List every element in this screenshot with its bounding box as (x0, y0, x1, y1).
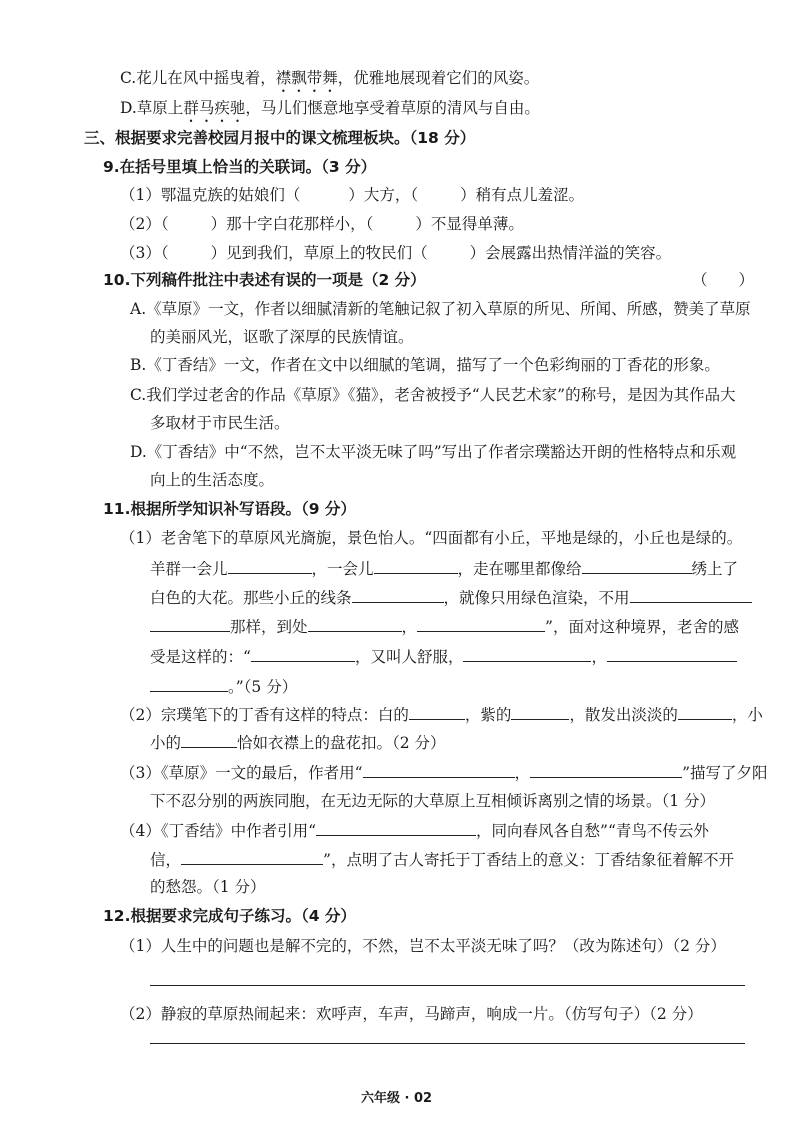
question-10-title: 10.下列稿件批注中表述有误的一项是（2 分） (103, 271, 426, 289)
blank[interactable] (409, 704, 465, 720)
blank[interactable] (511, 704, 569, 720)
blank[interactable] (181, 849, 323, 865)
blank[interactable] (316, 820, 476, 836)
blank[interactable] (150, 676, 228, 692)
blank[interactable] (607, 646, 737, 662)
question-12-item-1: （1）人生中的问题也是解不完的，不然，岂不太平淡无味了吗？（改为陈述句）（2 分） (120, 937, 726, 955)
q11-p2-line-1: （2）宗璞笔下的丁香有这样的特点：白的 ，紫的 ，散发出淡淡的 ，小 (120, 706, 763, 724)
question-12-title: 12.根据要求完成句子练习。（4 分） (103, 907, 356, 925)
answer-bracket[interactable]: （ ） (692, 271, 755, 289)
blank[interactable] (352, 587, 444, 603)
blank[interactable] (181, 732, 237, 748)
option-d-line-1: D.《丁香结》中“不然，岂不太平淡无味了吗”写出了作者宗璞豁达开朗的性格特点和乐观 (130, 443, 737, 461)
blank[interactable] (374, 558, 458, 574)
blank[interactable] (150, 616, 230, 632)
q11-p1-line-6: 。”（5 分） (150, 676, 297, 697)
blank[interactable] (582, 558, 692, 574)
blank[interactable] (530, 762, 682, 778)
question-12-item-2: （2）静寂的草原热闹起来：欢呼声，车声，马蹄声，响成一片。（仿写句子）（2 分） (120, 1005, 703, 1023)
question-9-item-2: （2）（ ）那十字白花那样小，（ ）不显得单薄。 (120, 215, 524, 233)
option-a-line-2: 的美丽风光，讴歌了深厚的民族情谊。 (150, 328, 414, 346)
option-b: B.《丁香结》一文，作者在文中以细腻的笔调，描写了一个色彩绚丽的丁香花的形象。 (130, 356, 720, 374)
option-c-line-1: C.我们学过老舍的作品《草原》《猫》，老舍被授予“人民艺术家”的称号，是因为其作品大 (130, 386, 736, 404)
q11-p1-line-5: 受是这样的：“ ，又叫人舒服， ， (150, 646, 737, 667)
q11-p3-line-1: （3）《草原》一文的最后，作者用“ ， ”描写了夕阳 (120, 764, 768, 782)
option-c: C.花儿在风中摇曳着，襟飘带舞，优雅地展现着它们的风姿。 (120, 69, 540, 87)
question-11-title: 11.根据所学知识补写语段。（9 分） (103, 500, 356, 518)
answer-line[interactable] (150, 985, 745, 986)
page-number: 六年级 · 02 (360, 1091, 433, 1106)
question-9-item-1: （1）鄂温克族的姑娘们（ ）大方，（ ）稍有点儿羞涩。 (120, 186, 585, 204)
q11-p4-line-2: 信， ”，点明了古人寄托于丁香结上的意义：丁香结象征着解不开 (150, 851, 734, 869)
q11-p3-line-2: 下不忍分别的两族同胞，在无边无际的大草原上互相倾诉离别之情的场景。（1 分） (150, 792, 716, 810)
q11-p2-line-2: 小的 恰如衣襟上的盘花扣。（2 分） (150, 734, 446, 752)
q11-p1-line-3: 白色的大花。那些小丘的线条 ，就像只用绿色渲染，不用 (150, 587, 752, 608)
blank[interactable] (463, 646, 591, 662)
q11-p1-line-4: 那样，到处 ， ”，面对这种境界，老舍的感 (150, 616, 739, 637)
q11-p4-line-3: 的愁怨。（1 分） (150, 878, 266, 896)
question-9-item-3: （3）（ ）见到我们，草原上的牧民们（ ）会展露出热情洋溢的笑容。 (120, 244, 672, 262)
blank[interactable] (417, 616, 545, 632)
blank[interactable] (228, 558, 312, 574)
q11-p4-line-1: （4）《丁香结》中作者引用“ ，同向春风各自愁”“青鸟不传云外 (120, 822, 709, 840)
option-d: D.草原上群马疾驰，马儿们惬意地享受着草原的清风与自由。 (120, 99, 540, 117)
blank[interactable] (308, 616, 402, 632)
option-a-line-1: A.《草原》一文，作者以细腻清新的笔触记叙了初入草原的所见、所闻、所感，赞美了草原 (130, 300, 751, 318)
blank[interactable] (363, 762, 515, 778)
answer-line[interactable] (150, 1043, 745, 1044)
q11-p1-line-1: （1）老舍笔下的草原风光旖旎，景色怡人。“四面都有小丘，平地是绿的，小丘也是绿的。 (120, 529, 743, 547)
option-d-line-2: 向上的生活态度。 (150, 471, 275, 489)
question-9-title: 9.在括号里填上恰当的关联词。（3 分） (103, 158, 377, 176)
blank[interactable] (678, 704, 732, 720)
option-c-line-2: 多取材于市民生活。 (150, 414, 290, 432)
section-title: 三、根据要求完善校园月报中的课文梳理板块。（18 分） (84, 129, 476, 147)
blank[interactable] (630, 587, 752, 603)
blank[interactable] (251, 646, 355, 662)
q11-p1-line-2: 羊群一会儿 ，一会儿 ，走在哪里都像给 绣上了 (150, 560, 739, 578)
